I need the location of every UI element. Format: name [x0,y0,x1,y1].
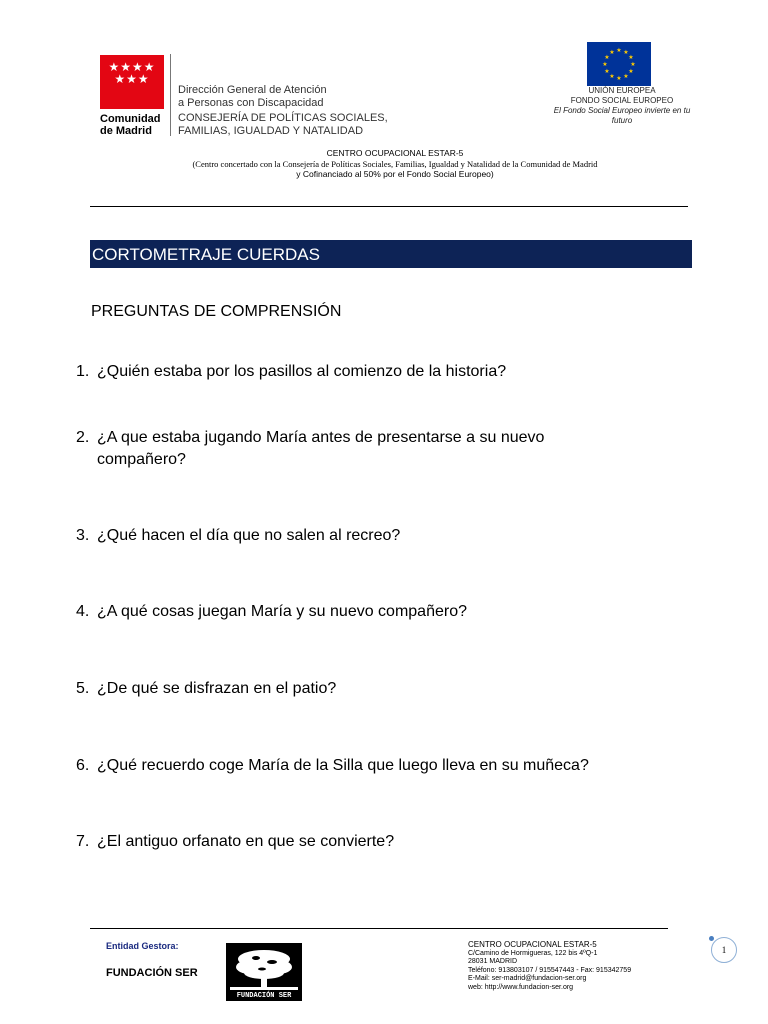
question-number: 4. [76,603,90,620]
cm-line3: CONSEJERÍA DE POLÍTICAS SOCIALES, [178,112,388,124]
footer-address [468,941,631,992]
svg-text:★: ★ [628,68,634,75]
eu-line2: FONDO SOCIAL EUROPEO [570,96,674,105]
comunidad-de-madrid-logo [100,55,172,137]
centre-line3: y Cofinanciado al 50% por el Fondo Social Europeo) [296,169,494,179]
svg-text:★: ★ [616,75,622,82]
tree-icon [226,943,302,993]
address-line6: web: http://www.fundacion-ser.org [468,983,574,991]
ser-logo-label: FUNDACIÓN SER [236,992,292,1000]
svg-text:★: ★ [604,68,610,75]
cm-logo-name [100,113,172,137]
header-rule [90,206,688,207]
svg-text:★: ★ [609,73,615,80]
svg-text:★: ★ [630,61,636,68]
question-number: 7. [76,833,90,850]
document-subtitle: PREGUNTAS DE COMPRENSIÓN [91,303,342,320]
question-4 [76,601,676,623]
page-dot-icon [709,936,714,941]
madrid-stars-icon: ★★★★ ★★★ [108,60,156,86]
question-text: ¿Qué recuerdo coge María de la Silla que luego lleva en su muñeca? [97,757,589,774]
cm-logo-name-line2: de Madrid [100,125,152,137]
question-text: ¿A qué cosas juegan María y su nuevo compañero? [97,603,467,620]
question-6 [76,755,676,777]
address-line1: CENTRO OCUPACIONAL ESTAR-5 [468,940,597,949]
centre-line2: (Centro concertado con la Consejería de Políticas Sociales, Familias, Igualdad y Natalidad de la Comunidad de Madrid [192,158,598,169]
cm-line4: FAMILIAS, IGUALDAD Y NATALIDAD [178,124,364,137]
question-text: ¿De qué se disfrazan en el patio? [97,680,337,697]
eu-line3: El Fondo Social Europeo invierte en tu futuro [553,106,691,125]
question-number: 5. [76,680,90,697]
question-7 [76,831,676,853]
eu-line1: UNIÓN EUROPEA [588,86,656,95]
eu-text [552,86,692,126]
document-title: CORTOMETRAJE CUERDAS [92,245,320,264]
question-text: ¿A que estaba jugando María antes de presentarse a su nuevo [97,429,545,446]
question-text: ¿Quién estaba por los pasillos al comienzo de la historia? [97,363,507,380]
address-line2: C/Camino de Hormigueras, 122 bis 4ºQ-1 [468,949,598,957]
centre-header [100,148,690,180]
page-number: 1 [711,937,737,963]
address-line5: E-Mail: ser-madrid@fundacion-ser.org [468,975,587,982]
question-text: ¿El antiguo orfanato en que se convierte? [97,833,395,850]
title-bar [90,240,692,268]
question-3 [76,525,676,547]
svg-text:★: ★ [609,49,615,56]
svg-text:★: ★ [616,47,622,54]
question-number: 1. [76,363,90,380]
logo-divider [170,54,171,136]
svg-text:★: ★ [602,61,608,68]
cm-line2: a Personas con Discapacidad [178,96,324,109]
question-2 [76,427,676,471]
question-5 [76,678,676,700]
footer-rule [90,928,668,929]
address-line4: Teléfono: 913803107 / 915547443 - Fax: 915342759 [468,966,632,974]
question-number: 2. [76,429,90,446]
entity-name: FUNDACIÓN SER [106,967,198,979]
entity-label: Entidad Gestora: [106,941,179,951]
centre-line1: CENTRO OCUPACIONAL ESTAR-5 [326,148,464,158]
fundacion-ser-logo [226,943,302,1001]
question-number: 6. [76,757,90,774]
svg-text:★: ★ [628,54,634,61]
cm-line1: Dirección General de Atención [178,84,327,96]
cm-department-text [178,84,388,137]
question-number: 3. [76,527,90,544]
address-line3: 28031 MADRID [468,958,518,965]
question-text: ¿Qué hacen el día que no salen al recreo? [97,527,401,544]
svg-text:★: ★ [623,49,629,56]
eu-flag-icon [587,42,651,86]
question-text-continued: compañero? [97,451,186,468]
madrid-flag [100,55,164,109]
question-1 [76,361,676,383]
svg-text:★: ★ [623,73,629,80]
svg-text:★: ★ [604,54,610,61]
cm-logo-name-line1: Comunidad [100,113,161,125]
